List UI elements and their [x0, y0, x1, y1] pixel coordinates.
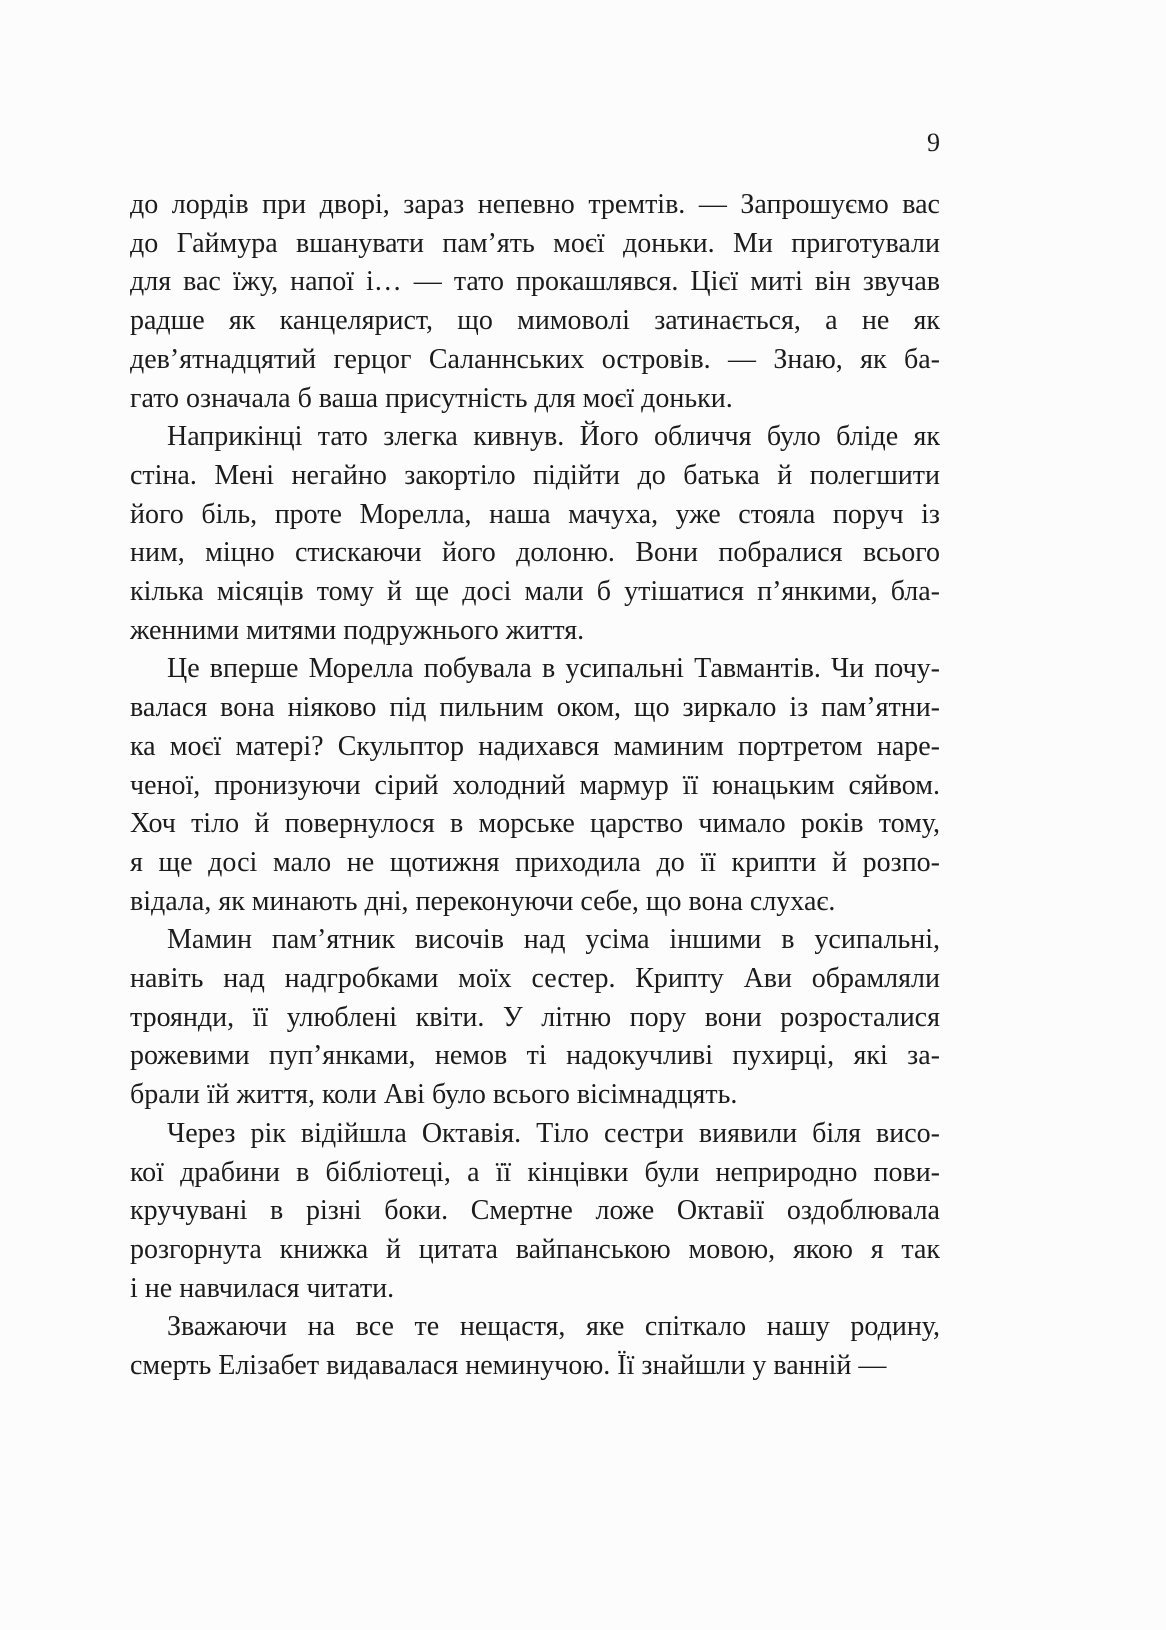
text-line: радше як канцелярист, що мимоволі затинається, а не як	[130, 305, 940, 337]
text-line: навіть над надгробками моїх сестер. Крипту Ави обрамляли	[130, 963, 940, 995]
text-line: ка моєї матері? Скульптор надихався маминим портретом наре-	[130, 730, 940, 762]
text-line: брали їй життя, коли Аві було всього вісімнадцять.	[130, 1079, 738, 1111]
text-line: до лордів при дворі, зараз непевно тремтів. — Запрошуємо вас	[130, 189, 940, 220]
text-line: троянди, її улюблені квіти. У літню пору вони розросталися	[130, 1001, 940, 1033]
text-line: Через рік відійшла Октавія. Тіло сестри виявили біля висо-	[167, 1117, 940, 1149]
paragraph	[130, 418, 940, 650]
paragraph	[130, 650, 940, 921]
page-text	[130, 186, 940, 1386]
text-line: Наприкінці тато злегка кивнув. Його обличчя було бліде як	[167, 421, 940, 453]
text-line: кілька місяців тому й ще досі мали б утішатися п’янкими, бла-	[130, 576, 940, 608]
text-line: валася вона ніяково під пильним оком, що зиркало із пам’ятни-	[130, 692, 940, 724]
text-line: смерть Елізабет видавалася неминучою. Її знайшли у ванній —	[130, 1350, 887, 1382]
text-line: я ще досі мало не щотижня приходила до її крипти й розпо-	[130, 846, 940, 878]
text-line: Це вперше Морелла побувала в усипальні Тавмантів. Чи почу-	[167, 653, 940, 685]
text-line: відала, як минають дні, переконуючи себе, що вона слухає.	[130, 885, 836, 917]
text-line: Хоч тіло й повернулося в морське царство чимало років тому,	[130, 808, 940, 840]
text-line: кої драбини в бібліотеці, а її кінцівки були неприродно пови-	[130, 1156, 940, 1188]
text-line: стіна. Мені негайно закортіло підійти до батька й полегшити	[130, 459, 940, 491]
text-line: для вас їжу, напої і… — тато прокашлявся. Цієї миті він звучав	[130, 266, 940, 298]
text-line: і не навчилася читати.	[130, 1272, 395, 1304]
paragraph	[130, 1115, 940, 1309]
text-line: кручувані в різні боки. Смертне ложе Октавії оздоблювала	[130, 1195, 940, 1227]
text-line: Мамин пам’ятник височів над усіма іншими в усипальні,	[167, 924, 940, 956]
page-number: 9	[927, 128, 940, 157]
text-line: ченої, пронизуючи сірий холодний мармур її юнацьким сяйвом.	[130, 769, 940, 801]
text-line: женними митями подружнього життя.	[130, 614, 585, 646]
text-line: Зважаючи на все те нещастя, яке спіткало нашу родину,	[167, 1311, 940, 1343]
text-line: рожевими пуп’янками, немов ті надокучливі пухирці, які за-	[130, 1040, 940, 1072]
text-line: ним, міцно стискаючи його долоню. Вони побралися всього	[130, 537, 940, 569]
text-line: його біль, проте Морелла, наша мачуха, уже стояла поруч із	[130, 498, 940, 530]
paragraph	[130, 1308, 940, 1385]
text-line: розгорнута книжка й цитата вайпанською мовою, якою я так	[130, 1233, 940, 1265]
text-line: гато означала б ваша присутність для моєї доньки.	[130, 382, 733, 414]
paragraph	[130, 921, 940, 1115]
text-line: дев’ятнадцятий герцог Саланнських островів. — Знаю, як ба-	[130, 343, 940, 375]
text-line: до Гаймура вшанувати пам’ять моєї доньки. Ми приготували	[130, 227, 940, 259]
paragraph	[130, 186, 940, 418]
